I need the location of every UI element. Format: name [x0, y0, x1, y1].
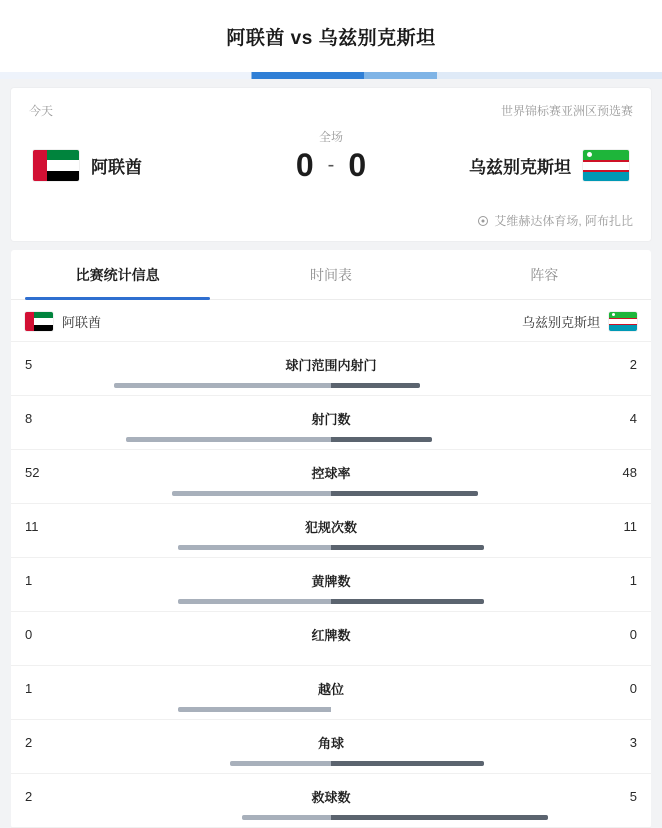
- stat-bar-home: [172, 491, 331, 496]
- stat-home-value: 2: [25, 789, 33, 804]
- match-period-label: 全场: [318, 130, 343, 144]
- stat-bars: [25, 815, 637, 827]
- uzbekistan-flag-icon: [583, 150, 629, 181]
- stat-row: [11, 666, 651, 720]
- stat-home-value: 52: [25, 465, 40, 480]
- page-header: [0, 0, 662, 72]
- stat-label: 射门数: [311, 412, 351, 427]
- score-card-meta: [29, 102, 633, 119]
- stat-bar-home: [242, 815, 331, 820]
- stat-away-value: 2: [629, 357, 637, 372]
- stat-bar-away: [331, 437, 432, 442]
- location-pin-icon: [477, 215, 489, 227]
- stat-bar-home: [178, 545, 331, 550]
- stat-values: [25, 625, 637, 644]
- stat-bar-home: [178, 707, 331, 712]
- uae-flag-icon: [33, 150, 79, 181]
- stats-away-team-name: 乌兹别克斯坦: [521, 315, 600, 330]
- stat-bars: [25, 761, 637, 773]
- stat-bars: [25, 707, 637, 719]
- header-decoration-stripe: [0, 72, 662, 79]
- venue-label: 艾维赫达体育场, 阿布扎比: [494, 214, 633, 228]
- stat-bar-home: [178, 599, 331, 604]
- stat-label: 球门范围内射门: [285, 358, 377, 373]
- stat-away-value: 1: [629, 573, 637, 588]
- stats-home-team-name: 阿联酋: [62, 315, 102, 330]
- stat-label: 犯规次数: [304, 520, 357, 535]
- stats-card: [11, 250, 651, 828]
- stat-bar-home: [230, 761, 331, 766]
- stat-values: [25, 733, 637, 752]
- stat-bar-away: [331, 545, 484, 550]
- stats-team-header: [11, 300, 651, 342]
- stat-rows: [11, 342, 651, 828]
- stat-away-value: 0: [629, 681, 637, 696]
- stat-home-value: 1: [25, 681, 33, 696]
- stat-home-value: 0: [25, 627, 33, 642]
- uzbekistan-flag-icon: [609, 312, 637, 331]
- page-title: 阿联酋 vs 乌兹别克斯坦: [226, 27, 436, 49]
- stat-row: [11, 504, 651, 558]
- stat-home-value: 1: [25, 573, 33, 588]
- stat-row: [11, 558, 651, 612]
- home-team[interactable]: [33, 150, 248, 181]
- stat-bars: [25, 491, 637, 503]
- stat-values: [25, 355, 637, 374]
- stat-row: [11, 450, 651, 504]
- stat-label: 黄牌数: [311, 574, 351, 589]
- stat-bar-away: [331, 761, 484, 766]
- stats-away-team: [522, 312, 637, 331]
- tab-lineups[interactable]: 阵容: [530, 266, 559, 283]
- tab-match-stats[interactable]: 比赛统计信息: [11, 250, 224, 299]
- stat-away-value: 4: [629, 411, 637, 426]
- stat-row: [11, 720, 651, 774]
- stat-home-value: 8: [25, 411, 33, 426]
- away-team-name: 乌兹别克斯坦: [468, 158, 571, 177]
- away-score: 0: [348, 147, 367, 183]
- stat-bar-away: [331, 815, 548, 820]
- stat-bars: [25, 653, 637, 665]
- stat-label: 控球率: [311, 466, 351, 481]
- stat-away-value: 3: [629, 735, 637, 750]
- match-day-label: 今天: [29, 104, 54, 118]
- stat-bar-away: [331, 383, 420, 388]
- stat-home-value: 2: [25, 735, 33, 750]
- stat-label: 红牌数: [311, 628, 351, 643]
- venue-row: [29, 212, 633, 233]
- stat-values: [25, 463, 637, 482]
- score-separator: -: [327, 154, 335, 176]
- stat-values: [25, 517, 637, 536]
- stat-bars: [25, 545, 637, 557]
- stat-bar-away: [331, 599, 484, 604]
- stat-home-value: 5: [25, 357, 33, 372]
- stats-home-team: [25, 312, 101, 331]
- stat-bar-away: [331, 491, 478, 496]
- stat-bars: [25, 599, 637, 611]
- stat-row: [11, 612, 651, 666]
- stat-row: [11, 396, 651, 450]
- stat-values: [25, 409, 637, 428]
- away-team[interactable]: [414, 150, 629, 181]
- stat-bars: [25, 437, 637, 449]
- stat-values: [25, 571, 637, 590]
- stat-bar-home: [114, 383, 331, 388]
- stat-away-value: 0: [629, 627, 637, 642]
- stat-row: [11, 342, 651, 396]
- home-team-name: 阿联酋: [91, 158, 142, 177]
- stat-row: [11, 774, 651, 828]
- stat-away-value: 5: [629, 789, 637, 804]
- stat-label: 越位: [317, 682, 344, 697]
- competition-label: 世界锦标赛亚洲区预选赛: [500, 104, 633, 118]
- stat-home-value: 11: [25, 519, 39, 534]
- stat-bars: [25, 383, 637, 395]
- stat-label: 角球: [317, 736, 344, 751]
- uae-flag-icon: [25, 312, 53, 331]
- tab-timeline[interactable]: 时间表: [309, 266, 352, 283]
- tab-bar: [11, 250, 651, 300]
- stat-label: 救球数: [311, 790, 351, 805]
- score-card: [11, 88, 651, 241]
- stat-values: [25, 787, 637, 806]
- stat-away-value: 11: [623, 519, 637, 534]
- stat-away-value: 48: [622, 465, 637, 480]
- stat-bar-home: [126, 437, 331, 442]
- score-row: [29, 147, 633, 184]
- scoreline: [296, 147, 366, 184]
- home-score: 0: [295, 147, 314, 183]
- stat-values: [25, 679, 637, 698]
